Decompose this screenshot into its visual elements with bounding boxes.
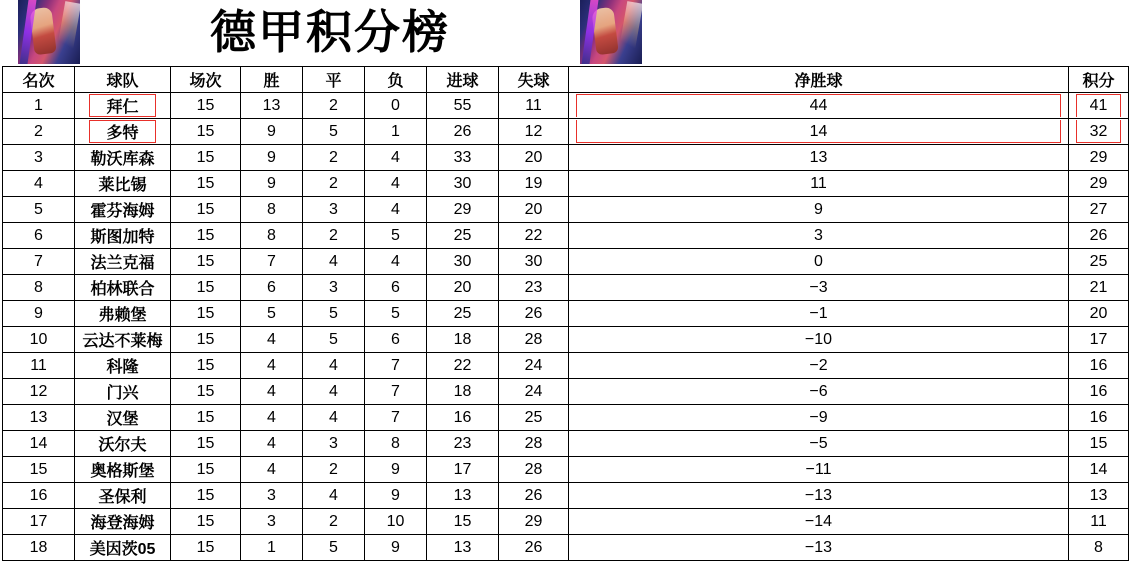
page-title: 德甲积分榜 [210, 7, 450, 58]
table-row [3, 223, 1129, 249]
table-row [3, 275, 1129, 301]
cell-team: 奥格斯堡 [75, 457, 171, 483]
col-goals-against: 失球 [499, 67, 569, 93]
cell-goals-against: 12 [499, 119, 569, 145]
cell-rank: 4 [3, 171, 75, 197]
cell-goal-diff: 44 [569, 93, 1069, 119]
col-goals-for: 进球 [427, 67, 499, 93]
cell-points: 8 [1069, 535, 1129, 561]
cell-rank: 12 [3, 379, 75, 405]
cell-goal-diff: −14 [569, 509, 1069, 535]
table-row [3, 249, 1129, 275]
cell-played: 15 [171, 301, 241, 327]
highlight-box [576, 94, 1061, 117]
cell-rank: 16 [3, 483, 75, 509]
cell-loss: 4 [365, 171, 427, 197]
cell-loss: 10 [365, 509, 427, 535]
cell-goals-for: 29 [427, 197, 499, 223]
cell-goal-diff: −10 [569, 327, 1069, 353]
cell-goal-diff: −11 [569, 457, 1069, 483]
cell-goals-against: 28 [499, 327, 569, 353]
cell-team: 科隆 [75, 353, 171, 379]
cell-goals-against: 25 [499, 405, 569, 431]
cell-win: 6 [241, 275, 303, 301]
table-row [3, 301, 1129, 327]
cell-played: 15 [171, 249, 241, 275]
cell-draw: 2 [303, 93, 365, 119]
cell-goal-diff: 9 [569, 197, 1069, 223]
table-row [3, 483, 1129, 509]
cell-goals-against: 30 [499, 249, 569, 275]
cell-team: 沃尔夫 [75, 431, 171, 457]
cell-points: 13 [1069, 483, 1129, 509]
cell-goal-diff: −1 [569, 301, 1069, 327]
cell-win: 3 [241, 509, 303, 535]
cell-team: 美因茨05 [75, 535, 171, 561]
cell-points: 15 [1069, 431, 1129, 457]
cell-points: 32 [1069, 119, 1129, 145]
cell-points: 27 [1069, 197, 1129, 223]
cell-win: 8 [241, 197, 303, 223]
cell-rank: 3 [3, 145, 75, 171]
cell-points: 21 [1069, 275, 1129, 301]
cell-team: 海登海姆 [75, 509, 171, 535]
cell-goal-diff: 0 [569, 249, 1069, 275]
col-goal-diff: 净胜球 [569, 67, 1069, 93]
cell-goals-for: 30 [427, 249, 499, 275]
cell-goals-for: 18 [427, 327, 499, 353]
cell-goals-for: 15 [427, 509, 499, 535]
cell-played: 15 [171, 275, 241, 301]
cell-win: 3 [241, 483, 303, 509]
cell-goals-for: 25 [427, 301, 499, 327]
cell-loss: 7 [365, 405, 427, 431]
cell-goal-diff: 3 [569, 223, 1069, 249]
cell-win: 4 [241, 405, 303, 431]
cell-goals-against: 29 [499, 509, 569, 535]
cell-points: 14 [1069, 457, 1129, 483]
cell-team: 圣保利 [75, 483, 171, 509]
table-row [3, 119, 1129, 145]
cell-goals-for: 18 [427, 379, 499, 405]
col-rank: 名次 [3, 67, 75, 93]
table-row [3, 379, 1129, 405]
cell-draw: 2 [303, 509, 365, 535]
cell-rank: 17 [3, 509, 75, 535]
cell-draw: 5 [303, 327, 365, 353]
cell-loss: 9 [365, 483, 427, 509]
cell-team: 柏林联合 [75, 275, 171, 301]
cell-goals-for: 33 [427, 145, 499, 171]
cell-played: 15 [171, 197, 241, 223]
cell-draw: 4 [303, 379, 365, 405]
highlight-box [89, 94, 156, 117]
col-played: 场次 [171, 67, 241, 93]
cell-goals-against: 24 [499, 379, 569, 405]
highlight-box [1076, 120, 1121, 143]
cell-loss: 5 [365, 301, 427, 327]
cell-points: 29 [1069, 145, 1129, 171]
table-row [3, 327, 1129, 353]
cell-goals-against: 23 [499, 275, 569, 301]
cell-rank: 11 [3, 353, 75, 379]
cell-win: 9 [241, 145, 303, 171]
cell-loss: 6 [365, 275, 427, 301]
highlight-box [89, 120, 156, 143]
cell-goal-diff: 13 [569, 145, 1069, 171]
cell-played: 15 [171, 223, 241, 249]
cell-rank: 10 [3, 327, 75, 353]
cell-rank: 2 [3, 119, 75, 145]
cell-played: 15 [171, 327, 241, 353]
cell-goals-against: 26 [499, 483, 569, 509]
cell-points: 16 [1069, 405, 1129, 431]
col-draw: 平 [303, 67, 365, 93]
cell-played: 15 [171, 483, 241, 509]
cell-draw: 3 [303, 197, 365, 223]
cell-goals-against: 24 [499, 353, 569, 379]
cell-goals-against: 20 [499, 197, 569, 223]
cell-rank: 18 [3, 535, 75, 561]
cell-goals-against: 20 [499, 145, 569, 171]
cell-win: 4 [241, 379, 303, 405]
cell-loss: 4 [365, 249, 427, 275]
highlight-box [1076, 94, 1121, 117]
table-body [3, 93, 1129, 561]
cell-team: 汉堡 [75, 405, 171, 431]
cell-goal-diff: −13 [569, 483, 1069, 509]
cell-goals-against: 26 [499, 535, 569, 561]
cell-win: 5 [241, 301, 303, 327]
cell-played: 15 [171, 93, 241, 119]
standings-table [2, 66, 1129, 561]
table-row [3, 457, 1129, 483]
col-points: 积分 [1069, 67, 1129, 93]
page-header [0, 0, 660, 66]
cell-team: 拜仁 [75, 93, 171, 119]
cell-goals-against: 26 [499, 301, 569, 327]
cell-draw: 5 [303, 535, 365, 561]
table-row [3, 353, 1129, 379]
cell-draw: 3 [303, 275, 365, 301]
cell-goals-for: 16 [427, 405, 499, 431]
cell-draw: 3 [303, 431, 365, 457]
cell-points: 20 [1069, 301, 1129, 327]
col-team: 球队 [75, 67, 171, 93]
cell-rank: 1 [3, 93, 75, 119]
cell-win: 4 [241, 431, 303, 457]
cell-loss: 4 [365, 197, 427, 223]
cell-win: 9 [241, 119, 303, 145]
cell-points: 16 [1069, 379, 1129, 405]
cell-loss: 9 [365, 457, 427, 483]
cell-goal-diff: −3 [569, 275, 1069, 301]
cell-rank: 14 [3, 431, 75, 457]
cell-played: 15 [171, 405, 241, 431]
cell-goals-for: 22 [427, 353, 499, 379]
right-logo-icon [580, 0, 642, 64]
cell-goals-for: 26 [427, 119, 499, 145]
table-row [3, 93, 1129, 119]
cell-win: 4 [241, 457, 303, 483]
cell-points: 41 [1069, 93, 1129, 119]
col-loss: 负 [365, 67, 427, 93]
cell-played: 15 [171, 431, 241, 457]
cell-team: 弗赖堡 [75, 301, 171, 327]
cell-rank: 6 [3, 223, 75, 249]
cell-team: 霍芬海姆 [75, 197, 171, 223]
cell-rank: 5 [3, 197, 75, 223]
cell-rank: 15 [3, 457, 75, 483]
cell-played: 15 [171, 119, 241, 145]
cell-win: 9 [241, 171, 303, 197]
cell-goal-diff: −2 [569, 353, 1069, 379]
cell-goal-diff: −13 [569, 535, 1069, 561]
cell-draw: 5 [303, 301, 365, 327]
cell-draw: 4 [303, 405, 365, 431]
cell-draw: 2 [303, 145, 365, 171]
cell-win: 13 [241, 93, 303, 119]
cell-played: 15 [171, 509, 241, 535]
cell-goals-for: 23 [427, 431, 499, 457]
cell-team: 多特 [75, 119, 171, 145]
cell-goals-against: 28 [499, 431, 569, 457]
cell-loss: 5 [365, 223, 427, 249]
cell-rank: 9 [3, 301, 75, 327]
col-win: 胜 [241, 67, 303, 93]
cell-win: 7 [241, 249, 303, 275]
cell-played: 15 [171, 457, 241, 483]
cell-goals-against: 19 [499, 171, 569, 197]
cell-win: 4 [241, 353, 303, 379]
cell-team: 莱比锡 [75, 171, 171, 197]
cell-rank: 8 [3, 275, 75, 301]
cell-draw: 4 [303, 483, 365, 509]
cell-goal-diff: −5 [569, 431, 1069, 457]
cell-points: 25 [1069, 249, 1129, 275]
cell-played: 15 [171, 353, 241, 379]
cell-loss: 8 [365, 431, 427, 457]
table-header-row [3, 67, 1129, 93]
cell-win: 4 [241, 327, 303, 353]
cell-loss: 7 [365, 353, 427, 379]
table-row [3, 145, 1129, 171]
cell-points: 26 [1069, 223, 1129, 249]
cell-goals-for: 25 [427, 223, 499, 249]
cell-rank: 7 [3, 249, 75, 275]
cell-goals-for: 55 [427, 93, 499, 119]
cell-draw: 4 [303, 249, 365, 275]
cell-loss: 6 [365, 327, 427, 353]
cell-loss: 1 [365, 119, 427, 145]
cell-played: 15 [171, 145, 241, 171]
table-row [3, 405, 1129, 431]
cell-team: 云达不莱梅 [75, 327, 171, 353]
cell-points: 16 [1069, 353, 1129, 379]
cell-played: 15 [171, 379, 241, 405]
cell-goals-against: 28 [499, 457, 569, 483]
cell-win: 8 [241, 223, 303, 249]
cell-loss: 4 [365, 145, 427, 171]
cell-team: 门兴 [75, 379, 171, 405]
cell-draw: 4 [303, 353, 365, 379]
cell-team: 勒沃库森 [75, 145, 171, 171]
cell-goal-diff: −6 [569, 379, 1069, 405]
table-row [3, 197, 1129, 223]
cell-draw: 2 [303, 171, 365, 197]
cell-draw: 2 [303, 223, 365, 249]
cell-loss: 9 [365, 535, 427, 561]
cell-goals-against: 11 [499, 93, 569, 119]
cell-team: 斯图加特 [75, 223, 171, 249]
cell-team: 法兰克福 [75, 249, 171, 275]
cell-goals-for: 13 [427, 535, 499, 561]
cell-points: 11 [1069, 509, 1129, 535]
cell-rank: 13 [3, 405, 75, 431]
left-logo-icon [18, 0, 80, 64]
cell-win: 1 [241, 535, 303, 561]
cell-goal-diff: −9 [569, 405, 1069, 431]
cell-loss: 7 [365, 379, 427, 405]
cell-draw: 5 [303, 119, 365, 145]
cell-played: 15 [171, 171, 241, 197]
cell-goal-diff: 11 [569, 171, 1069, 197]
cell-goals-for: 30 [427, 171, 499, 197]
table-row [3, 535, 1129, 561]
cell-goals-for: 20 [427, 275, 499, 301]
cell-goals-for: 17 [427, 457, 499, 483]
table-row [3, 509, 1129, 535]
table-row [3, 171, 1129, 197]
cell-loss: 0 [365, 93, 427, 119]
table-row [3, 431, 1129, 457]
cell-goals-against: 22 [499, 223, 569, 249]
cell-draw: 2 [303, 457, 365, 483]
cell-played: 15 [171, 535, 241, 561]
highlight-box [576, 120, 1061, 143]
cell-goals-for: 13 [427, 483, 499, 509]
cell-points: 29 [1069, 171, 1129, 197]
cell-points: 17 [1069, 327, 1129, 353]
cell-goal-diff: 14 [569, 119, 1069, 145]
